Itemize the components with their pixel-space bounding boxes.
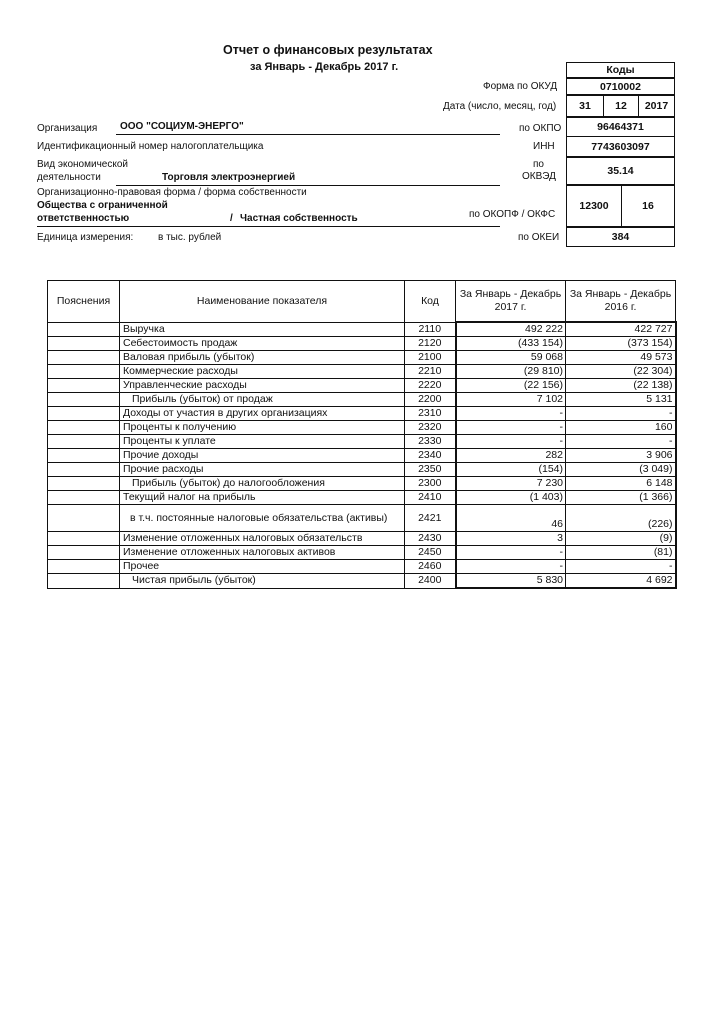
row-value-2017: 46 bbox=[456, 505, 566, 532]
row-name: Проценты к уплате bbox=[120, 435, 405, 449]
row-name: в т.ч. постоянные налоговые обязательства (активы) bbox=[120, 505, 405, 532]
row-value-2016: 3 906 bbox=[566, 449, 676, 463]
row-value-2017: (1 403) bbox=[456, 491, 566, 505]
row-name: Проценты к получению bbox=[120, 421, 405, 435]
row-value-2016: (1 366) bbox=[566, 491, 676, 505]
row-code: 2310 bbox=[405, 407, 456, 421]
row-name: Текущий налог на прибыль bbox=[120, 491, 405, 505]
table-row bbox=[48, 393, 676, 407]
row-code: 2421 bbox=[405, 505, 456, 532]
okved-label-2: ОКВЭД bbox=[522, 171, 556, 182]
row-value-2017: 3 bbox=[456, 532, 566, 546]
row-name: Изменение отложенных налоговых обязательств bbox=[120, 532, 405, 546]
row-code: 2460 bbox=[405, 560, 456, 574]
activity-value: Торговля электроэнергией bbox=[162, 172, 296, 183]
row-code: 2450 bbox=[405, 546, 456, 560]
legal-form-underline bbox=[37, 226, 500, 227]
table-row bbox=[48, 435, 676, 449]
row-name: Прибыль (убыток) до налогообложения bbox=[120, 477, 405, 491]
row-value-2017: 7 102 bbox=[456, 393, 566, 407]
table-row bbox=[48, 337, 676, 351]
org-name: ООО "СОЦИУМ-ЭНЕРГО" bbox=[120, 121, 244, 132]
row-name: Выручка bbox=[120, 322, 405, 337]
row-value-2017: - bbox=[456, 407, 566, 421]
col-header-notes: Пояснения bbox=[48, 281, 120, 323]
date-year: 2017 bbox=[638, 95, 675, 117]
financial-results-table bbox=[47, 280, 677, 589]
row-name: Доходы от участия в других организациях bbox=[120, 407, 405, 421]
table-row bbox=[48, 365, 676, 379]
row-value-2016: (373 154) bbox=[566, 337, 676, 351]
row-name: Изменение отложенных налоговых активов bbox=[120, 546, 405, 560]
table-body bbox=[48, 322, 676, 588]
row-name: Коммерческие расходы bbox=[120, 365, 405, 379]
row-code: 2340 bbox=[405, 449, 456, 463]
row-value-2016: 160 bbox=[566, 421, 676, 435]
okei-code: 384 bbox=[566, 227, 675, 247]
okpo-code: 96464371 bbox=[566, 117, 675, 137]
row-value-2016: (22 304) bbox=[566, 365, 676, 379]
row-code: 2220 bbox=[405, 379, 456, 393]
row-value-2016: 6 148 bbox=[566, 477, 676, 491]
row-code: 2120 bbox=[405, 337, 456, 351]
okpo-label: по ОКПО bbox=[519, 123, 562, 134]
table-row bbox=[48, 477, 676, 491]
row-value-2016: 49 573 bbox=[566, 351, 676, 365]
table-row bbox=[48, 574, 676, 589]
row-code: 2330 bbox=[405, 435, 456, 449]
row-value-2017: - bbox=[456, 560, 566, 574]
codes-title: Коды bbox=[566, 62, 675, 78]
row-value-2016: (22 138) bbox=[566, 379, 676, 393]
org-underline bbox=[116, 134, 500, 135]
table-row bbox=[48, 449, 676, 463]
table-row bbox=[48, 322, 676, 337]
col-header-2017: За Январь - Декабрь 2017 г. bbox=[456, 281, 566, 323]
row-code: 2400 bbox=[405, 574, 456, 589]
table-row bbox=[48, 491, 676, 505]
row-name: Управленческие расходы bbox=[120, 379, 405, 393]
row-code: 2210 bbox=[405, 365, 456, 379]
ownership-value: Частная собственность bbox=[240, 213, 358, 224]
unit-label: Единица измерения: bbox=[37, 232, 134, 243]
row-value-2017: - bbox=[456, 435, 566, 449]
okopf-label: по ОКОПФ / ОКФС bbox=[469, 209, 556, 220]
table-row bbox=[48, 560, 676, 574]
table-header-row bbox=[48, 281, 676, 323]
row-value-2017: 282 bbox=[456, 449, 566, 463]
table-row bbox=[48, 421, 676, 435]
row-name: Чистая прибыль (убыток) bbox=[120, 574, 405, 589]
row-value-2016: - bbox=[566, 407, 676, 421]
table-row bbox=[48, 532, 676, 546]
activity-label-2: деятельности bbox=[37, 172, 101, 183]
col-header-2016: За Январь - Декабрь 2016 г. bbox=[566, 281, 676, 323]
row-name: Прочее bbox=[120, 560, 405, 574]
okved-code: 35.14 bbox=[566, 157, 675, 185]
row-value-2016: - bbox=[566, 560, 676, 574]
row-value-2016: 422 727 bbox=[566, 322, 676, 337]
okopf-code: 12300 bbox=[566, 185, 622, 227]
okfs-code: 16 bbox=[621, 185, 675, 227]
report-period: за Январь - Декабрь 2017 г. bbox=[250, 61, 399, 73]
table-row bbox=[48, 407, 676, 421]
row-value-2016: (3 049) bbox=[566, 463, 676, 477]
row-value-2017: 7 230 bbox=[456, 477, 566, 491]
row-value-2017: - bbox=[456, 421, 566, 435]
row-code: 2300 bbox=[405, 477, 456, 491]
inn-code: 7743603097 bbox=[566, 136, 675, 157]
col-header-code: Код bbox=[405, 281, 456, 323]
okud-label: Форма по ОКУД bbox=[483, 81, 558, 92]
row-code: 2320 bbox=[405, 421, 456, 435]
row-value-2017: - bbox=[456, 546, 566, 560]
row-value-2017: (29 810) bbox=[456, 365, 566, 379]
row-value-2016: - bbox=[566, 435, 676, 449]
row-value-2016: (226) bbox=[566, 505, 676, 532]
legal-form-label: Организационно-правовая форма / форма собственности bbox=[37, 187, 307, 198]
table-row bbox=[48, 546, 676, 560]
row-value-2016: (9) bbox=[566, 532, 676, 546]
date-day: 31 bbox=[566, 95, 604, 117]
row-value-2017: 492 222 bbox=[456, 322, 566, 337]
row-code: 2430 bbox=[405, 532, 456, 546]
row-name: Прочие доходы bbox=[120, 449, 405, 463]
activity-label-1: Вид экономической bbox=[37, 159, 128, 170]
row-value-2017: (433 154) bbox=[456, 337, 566, 351]
unit-value: в тыс. рублей bbox=[158, 232, 222, 243]
table-row bbox=[48, 351, 676, 365]
row-value-2017: (22 156) bbox=[456, 379, 566, 393]
row-value-2017: (154) bbox=[456, 463, 566, 477]
okved-label-1: по bbox=[533, 159, 544, 170]
row-code: 2410 bbox=[405, 491, 456, 505]
okei-label: по ОКЕИ bbox=[518, 232, 560, 243]
inn-row-label: Идентификационный номер налогоплательщика bbox=[37, 141, 264, 152]
activity-underline bbox=[116, 185, 500, 186]
legal-form-line-2: ответственностью bbox=[37, 213, 130, 224]
inn-label: ИНН bbox=[533, 141, 555, 152]
legal-form-line-1: Общества с ограниченной bbox=[37, 200, 168, 211]
col-header-name: Наименование показателя bbox=[120, 281, 405, 323]
date-label: Дата (число, месяц, год) bbox=[443, 101, 557, 112]
row-name: Прочие расходы bbox=[120, 463, 405, 477]
report-title: Отчет о финансовых результатах bbox=[223, 43, 433, 57]
row-code: 2200 bbox=[405, 393, 456, 407]
row-code: 2100 bbox=[405, 351, 456, 365]
row-name: Себестоимость продаж bbox=[120, 337, 405, 351]
okud-code: 0710002 bbox=[566, 78, 675, 95]
table-row bbox=[48, 379, 676, 393]
table-row bbox=[48, 505, 676, 532]
row-value-2017: 5 830 bbox=[456, 574, 566, 589]
row-code: 2350 bbox=[405, 463, 456, 477]
ownership-separator: / bbox=[230, 213, 233, 224]
row-value-2016: 4 692 bbox=[566, 574, 676, 589]
row-name: Валовая прибыль (убыток) bbox=[120, 351, 405, 365]
row-code: 2110 bbox=[405, 322, 456, 337]
row-name: Прибыль (убыток) от продаж bbox=[120, 393, 405, 407]
org-label: Организация bbox=[37, 123, 98, 134]
row-value-2017: 59 068 bbox=[456, 351, 566, 365]
table-row bbox=[48, 463, 676, 477]
date-month: 12 bbox=[603, 95, 639, 117]
row-value-2016: 5 131 bbox=[566, 393, 676, 407]
row-value-2016: (81) bbox=[566, 546, 676, 560]
